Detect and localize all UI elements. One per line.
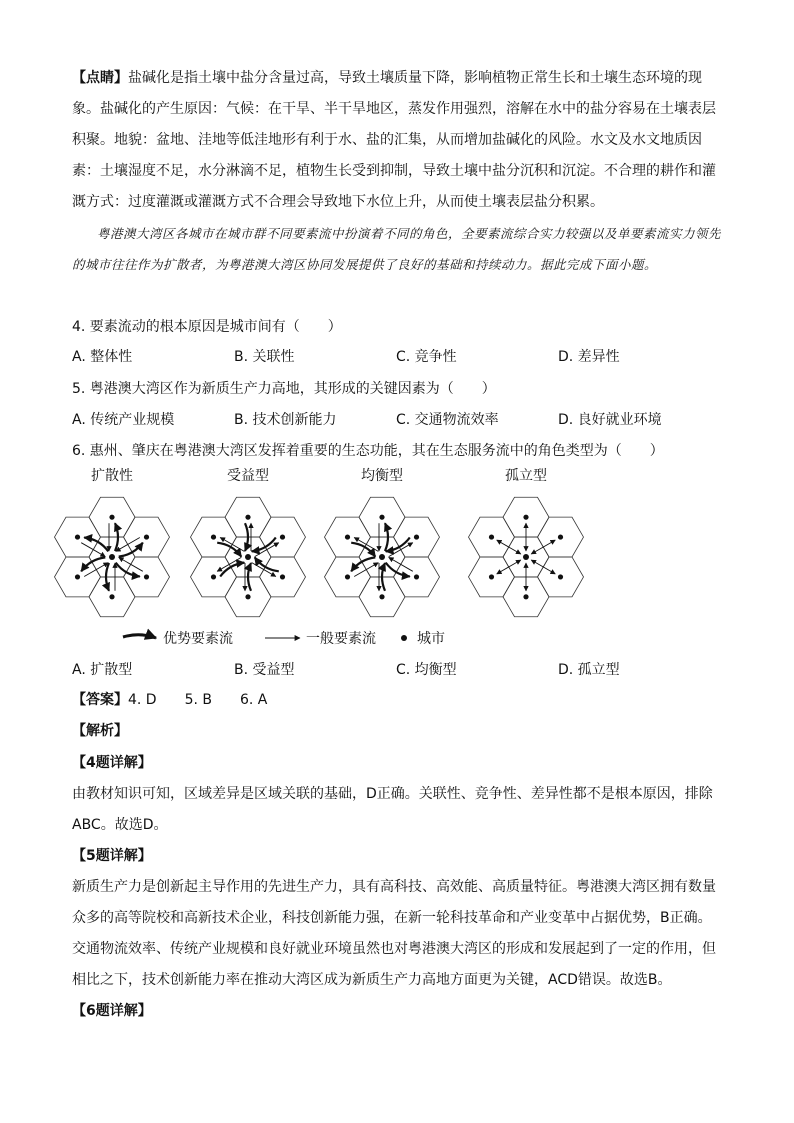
q6-option-c: C. 均衡型 bbox=[396, 662, 457, 678]
city-dot bbox=[75, 534, 80, 539]
q4-option-a: A. 整体性 bbox=[72, 349, 133, 365]
city-dot bbox=[345, 534, 350, 539]
city-dot bbox=[414, 574, 419, 579]
city-dot bbox=[109, 594, 114, 599]
question-5-stem: 5. 粤港澳大湾区作为新质生产力高地，其形成的关键因素为（ ） bbox=[72, 381, 496, 397]
city-dot bbox=[245, 594, 250, 599]
q4-option-b: B. 关联性 bbox=[234, 349, 295, 365]
city-dot bbox=[379, 594, 384, 599]
city-dot bbox=[211, 534, 216, 539]
city-dot bbox=[558, 534, 563, 539]
city-dot bbox=[109, 515, 114, 520]
q5-option-a: A. 传统产业规模 bbox=[72, 412, 175, 428]
q4-option-c: C. 竞争性 bbox=[396, 349, 457, 365]
city-dot bbox=[211, 574, 216, 579]
dianjing-paragraph bbox=[72, 63, 724, 218]
city-dot bbox=[144, 574, 149, 579]
city-dot bbox=[345, 574, 350, 579]
detail-4-tag: 【4题详解】 bbox=[72, 755, 152, 771]
q5-option-d: D. 良好就业环境 bbox=[558, 412, 662, 428]
general-flow-arrow bbox=[497, 540, 521, 554]
city-dot bbox=[489, 574, 494, 579]
city-dot bbox=[280, 534, 285, 539]
general-flow-arrow bbox=[531, 540, 555, 554]
panel-balanced bbox=[325, 467, 440, 617]
city-dot bbox=[280, 574, 285, 579]
city-dot bbox=[558, 574, 563, 579]
city-dot bbox=[414, 534, 419, 539]
diagram-legend bbox=[123, 630, 445, 647]
city-dot bbox=[109, 554, 115, 560]
legend-city-dot bbox=[401, 635, 407, 641]
legend-general-label: 一般要素流 bbox=[306, 631, 376, 647]
city-dot bbox=[379, 515, 384, 520]
analysis-tag: 【解析】 bbox=[72, 723, 128, 739]
question-6-stem: 6. 惠州、肇庆在粤港澳大湾区发挥着重要的生态功能，其在生态服务流中的角色类型为（ ） bbox=[72, 443, 664, 459]
city-dot bbox=[489, 534, 494, 539]
city-dot bbox=[245, 554, 251, 560]
city-dot bbox=[523, 554, 529, 560]
dianjing-tag: 【点睛】 bbox=[72, 70, 128, 86]
q4-option-d: D. 差异性 bbox=[558, 349, 620, 365]
panel-title-diffuse: 扩散性 bbox=[91, 468, 133, 484]
panel-title-isolated: 孤立型 bbox=[505, 468, 547, 484]
city-dot bbox=[523, 515, 528, 520]
question-4-stem: 4. 要素流动的根本原因是城市间有（ ） bbox=[72, 319, 342, 335]
detail-5-text: 新质生产力是创新起主导作用的先进生产力，具有高科技、高效能、高质量特征。粤港澳大湾区拥有数量众多的高等院校和高新技术企业，科技创新能力强，在新一轮科技革命和产业变革中占据优势，B正确。交通物流效率、传统产业规模和良好就业环境虽然也对粤港澳大湾区的形成和发展起到了一定的作用，但相比之下，技术创新能力率在推动大湾区成为新质生产力高地方面更为关键，ACD错误。故选B。 bbox=[72, 879, 716, 988]
city-dot bbox=[245, 515, 250, 520]
element-flow-diagram bbox=[60, 460, 547, 660]
general-flow-arrow bbox=[497, 560, 521, 574]
city-dot bbox=[523, 594, 528, 599]
panel-benefit bbox=[191, 467, 306, 617]
general-flow-arrow bbox=[531, 560, 555, 574]
panel-diffuse bbox=[55, 467, 170, 617]
legend-dominant-arrow bbox=[123, 635, 156, 638]
q6-option-b: B. 受益型 bbox=[234, 662, 295, 678]
dianjing-text: 盐碱化是指土壤中盐分含量过高，导致土壤质量下降，影响植物正常生长和土壤生态环境的现象。盐碱化的产生原因：气候：在干旱、半干旱地区，蒸发作用强烈，溶解在水中的盐分容易在土壤表层积聚。地貌：盆地、洼地等低洼地形有利于水、盐的汇集，从而增加盐碱化的风险。水文及水文地质因素：土壤湿度不足，水分淋滴不足，植物生长受到抑制，导致土壤中盐分沉积和沉淀。不合理的耕作和灌溉方式：过度灌溉或灌溉方式不合理会导致地下水位上升，从而使土壤表层盐分积累。 bbox=[72, 70, 716, 210]
q6-option-d: D. 孤立型 bbox=[558, 662, 620, 678]
q5-option-b: B. 技术创新能力 bbox=[234, 412, 337, 428]
panel-title-balanced: 均衡型 bbox=[361, 468, 403, 484]
detail-4-text: 由教材知识可知，区域差异是区域关联的基础，D正确。关联性、竞争性、差异性都不是根本原因，排除ABC。故选D。 bbox=[72, 786, 713, 833]
answer-tag: 【答案】 bbox=[72, 692, 128, 708]
answer-text: 4. D 5. B 6. A bbox=[128, 692, 268, 708]
intro-paragraph: 粤港澳大湾区各城市在城市群不同要素流中扮演着不同的角色，全要素流综合实力较强以及单要素流实力领先的城市往往作为扩散者，为粤港澳大湾区协同发展提供了良好的基础和持续动力。据此完成下面小题。 bbox=[72, 226, 722, 272]
detail-5-tag: 【5题详解】 bbox=[72, 848, 152, 864]
panel-title-benefit: 受益型 bbox=[227, 468, 269, 484]
q5-option-c: C. 交通物流效率 bbox=[396, 412, 499, 428]
city-dot bbox=[379, 554, 385, 560]
detail-6-tag: 【6题详解】 bbox=[72, 1003, 152, 1019]
city-dot bbox=[75, 574, 80, 579]
q6-option-a: A. 扩散型 bbox=[72, 662, 133, 678]
legend-city-label: 城市 bbox=[417, 631, 445, 647]
legend-dominant-label: 优势要素流 bbox=[163, 631, 233, 647]
panel-isolated bbox=[469, 467, 584, 617]
city-dot bbox=[144, 534, 149, 539]
answer-line bbox=[72, 689, 267, 711]
